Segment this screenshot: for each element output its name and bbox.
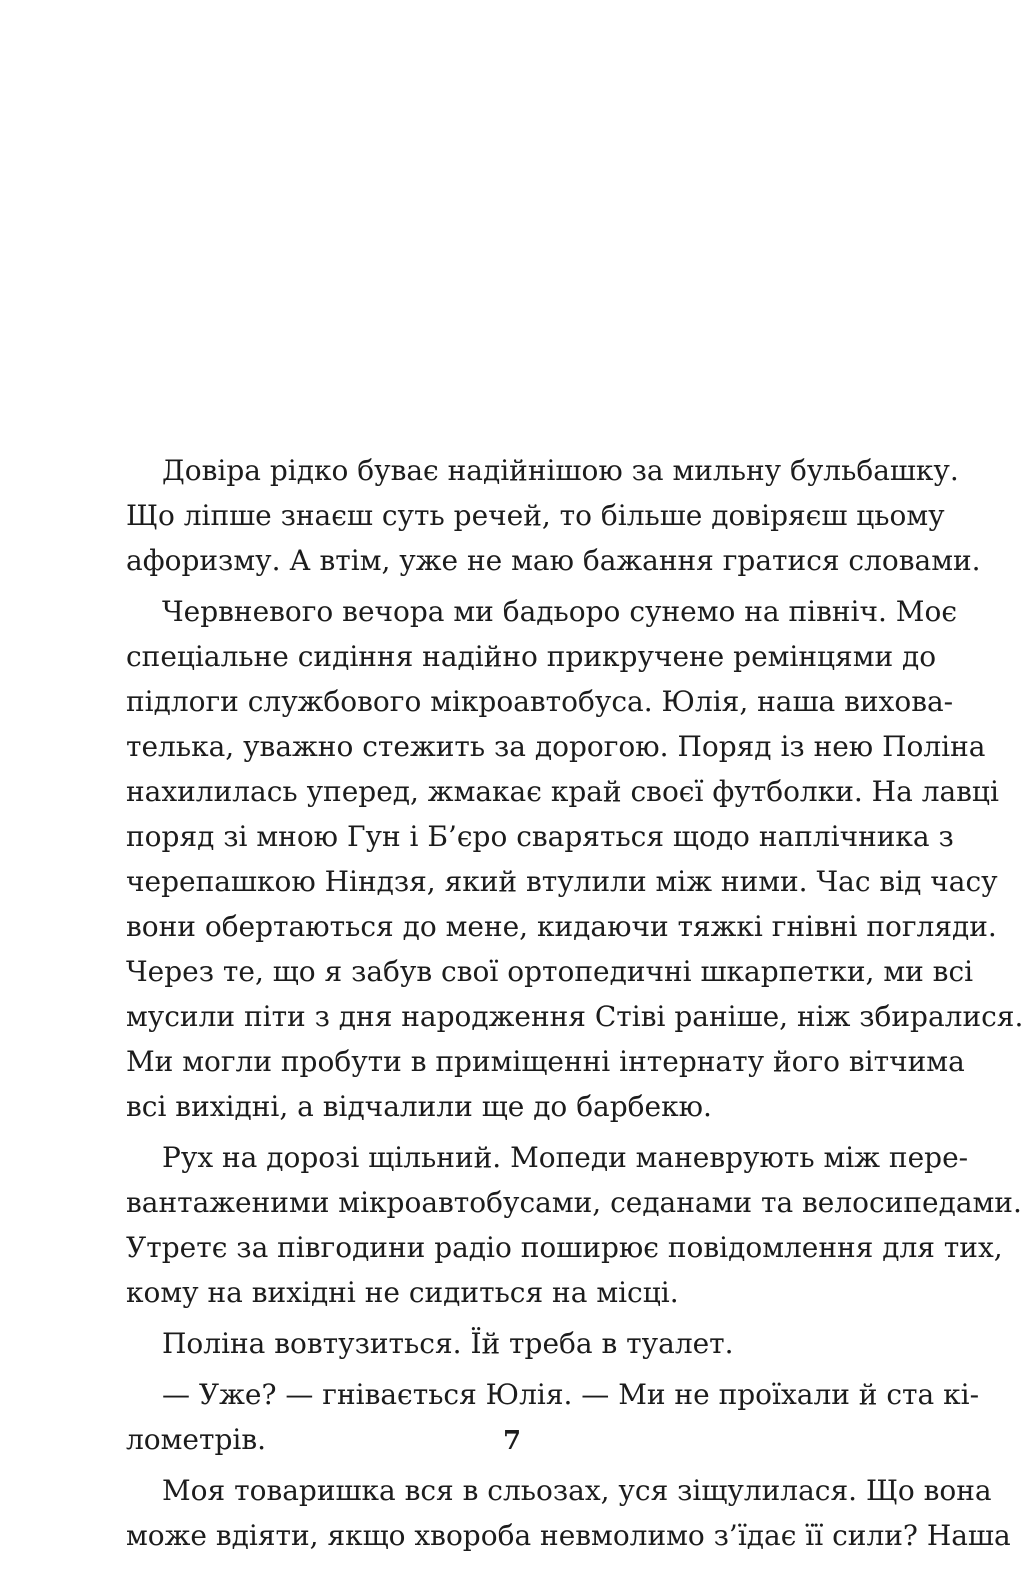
text-line: Що ліпше знаєш суть речей, то більше довіряєш цьому [126,499,945,532]
text-line: Довіра рідко буває надійнішою за мильну бульбашку. [162,454,959,487]
paragraph [126,1135,1022,1315]
text-line: Моя товаришка вся в сльозах, уся зіщулилася. Що вона [162,1474,992,1507]
text-line: всі вихідні, а відчалили ще до барбекю. [126,1090,712,1123]
text-line: вони обертаються до мене, кидаючи тяжкі гнівні погляди. [126,910,997,943]
text-line: вантаженими мікроавтобусами, седанами та велосипедами. [126,1186,1022,1219]
paragraph [126,448,981,583]
text-line: Поліна вовтузиться. Їй треба в туалет. [162,1327,734,1360]
text-line: Ми могли пробути в приміщенні інтернату його вітчима [126,1045,965,1078]
text-line: підлоги службового мікроавтобуса. Юлія, наша вихова- [126,685,954,718]
body-text [126,448,1024,1558]
text-line: Через те, що я забув свої ортопедичні шкарпетки, ми всі [126,955,974,988]
text-line: поряд зі мною Гун і Б’єро сваряться щодо наплічника з [126,820,954,853]
paragraph [126,1468,1011,1558]
paragraph [126,589,1024,1129]
text-line: кому на вихідні не сидиться на місці. [126,1276,679,1309]
text-line: Червневого вечора ми бадьоро сунемо на північ. Моє [162,595,958,628]
text-line: спеціальне сидіння надійно прикручене ремінцями до [126,640,937,673]
text-line: телька, уважно стежить за дорогою. Поряд із нею Поліна [126,730,986,763]
text-line: Утретє за півгодини радіо поширює повідомлення для тих, [126,1231,1003,1264]
page-number: 7 [502,1426,522,1456]
text-line: може вдіяти, якщо хвороба невмолимо з’їдає її сили? Наша [126,1519,1011,1552]
text-line: лометрів. [126,1423,267,1456]
text-line: черепашкою Ніндзя, який втулили між ними. Час від часу [126,865,998,898]
text-line: афоризму. А втім, уже не маю бажання гратися словами. [126,544,981,577]
text-line: нахилилась уперед, жмакає край своєї футболки. На лавці [126,775,999,808]
text-line: Рух на дорозі щільний. Мопеди маневрують між пере- [162,1141,969,1174]
paragraph [126,1321,902,1366]
text-line: мусили піти з дня народження Стіві раніше, ніж збиралися. [126,1000,1024,1033]
text-line: — Уже? — гнівається Юлія. — Ми не проїхали й ста кі- [162,1378,980,1411]
